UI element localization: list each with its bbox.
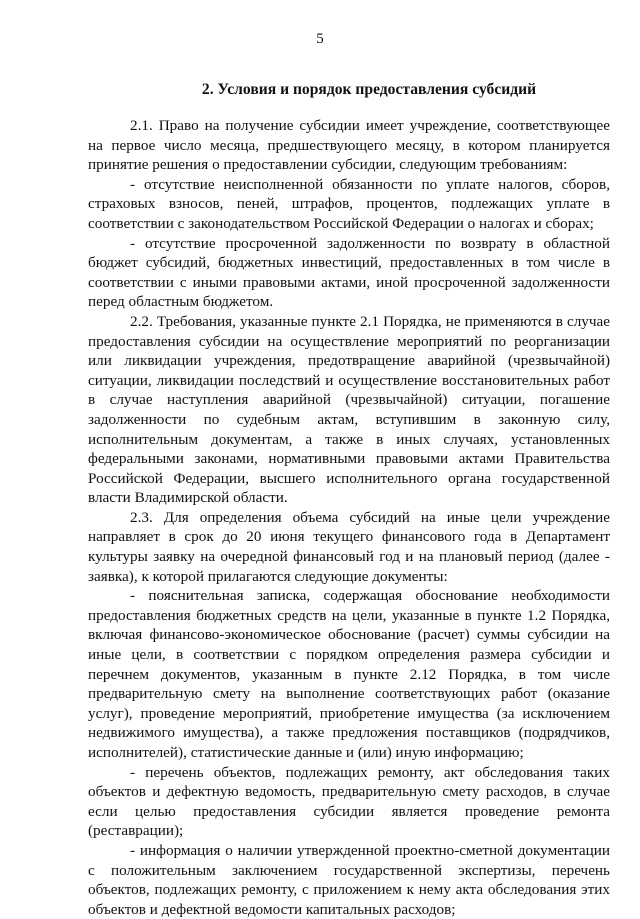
- list-item-no-overdue-debt: - отсутствие просроченной задолженности по возврату в областной бюджет субсидий, бюджетных инвестиций, предоставленных в том числе в соответствии с иными правовыми актами, иной просроченной задолженности перед областным бюджетом.: [88, 234, 610, 311]
- document-body: [88, 116, 610, 919]
- list-item-no-tax-debt: - отсутствие неисполненной обязанности по уплате налогов, сборов, страховых взносов, пеней, штрафов, процентов, подлежащих уплате в соответствии с законодательством Российской Федерации о налогах и сборах;: [88, 175, 610, 232]
- paragraph-2-1: 2.1. Право на получение субсидии имеет учреждение, соответствующее на первое число месяца, предшествующего месяцу, в котором планируется принятие решения о предоставлении субсидии, следующим требованиям:: [88, 117, 610, 174]
- list-item-design-documentation: - информация о наличии утвержденной проектно-сметной документации с положительным заключением государственной экспертизы, перечень объектов, подлежащих ремонту, с приложением к нему акта обследования этих объектов и дефектной ведомости капитальных расходов;: [88, 841, 610, 918]
- section-title: 2. Условия и порядок предоставления субсидий: [201, 81, 537, 98]
- paragraph-2-2: 2.2. Требования, указанные пункте 2.1 Порядка, не применяются в случае предоставления субсидии на осуществление мероприятий по реорганизации или ликвидации учреждения, предотвращение аварийной (чрезвычайной) ситуации, ликвидации последствий и осуществление восстановительных работ в случае наступления аварийной (чрезвычайной) ситуации, погашение задолженности по судебным актам, вступившим в законную силу, исполнительным документам, а также в иных случаях, установленных федеральными законами, нормативными правовыми актами Правительства Российской Федерации, высшего исполнительного органа государственной власти Владимирской области.: [88, 312, 610, 507]
- list-item-repair-objects: - перечень объектов, подлежащих ремонту, акт обследования таких объектов и дефектную ведомость, предварительную смету расходов, в случае если целью предоставления субсидии является проведение ремонта (реставрации);: [88, 763, 610, 840]
- page-number: 5: [316, 31, 324, 47]
- list-item-explanatory-note: - пояснительная записка, содержащая обоснование необходимости предоставления бюджетных средств на цели, указанные в пункте 1.2 Порядка, включая финансово-экономическое обоснование (расчет) суммы субсидии на иные цели, в соответствии с порядком определения размера субсидии и перечнем документов, указанным в пункте 2.12 Порядка, в том числе предварительную смету на выполнение соответствующих работ (оказание услуг), проведение мероприятий, приобретение имущества (за исключением недвижимого имущества), а также предложения поставщиков (подрядчиков, исполнителей), статистические данные и (или) иную информацию;: [88, 587, 610, 761]
- paragraph-2-3: 2.3. Для определения объема субсидий на иные цели учреждение направляет в срок до 20 июня текущего финансового года в Департамент культуры заявку на очередной финансовый год и на плановый период (далее - заявка), к которой прилагаются следующие документы:: [88, 508, 610, 585]
